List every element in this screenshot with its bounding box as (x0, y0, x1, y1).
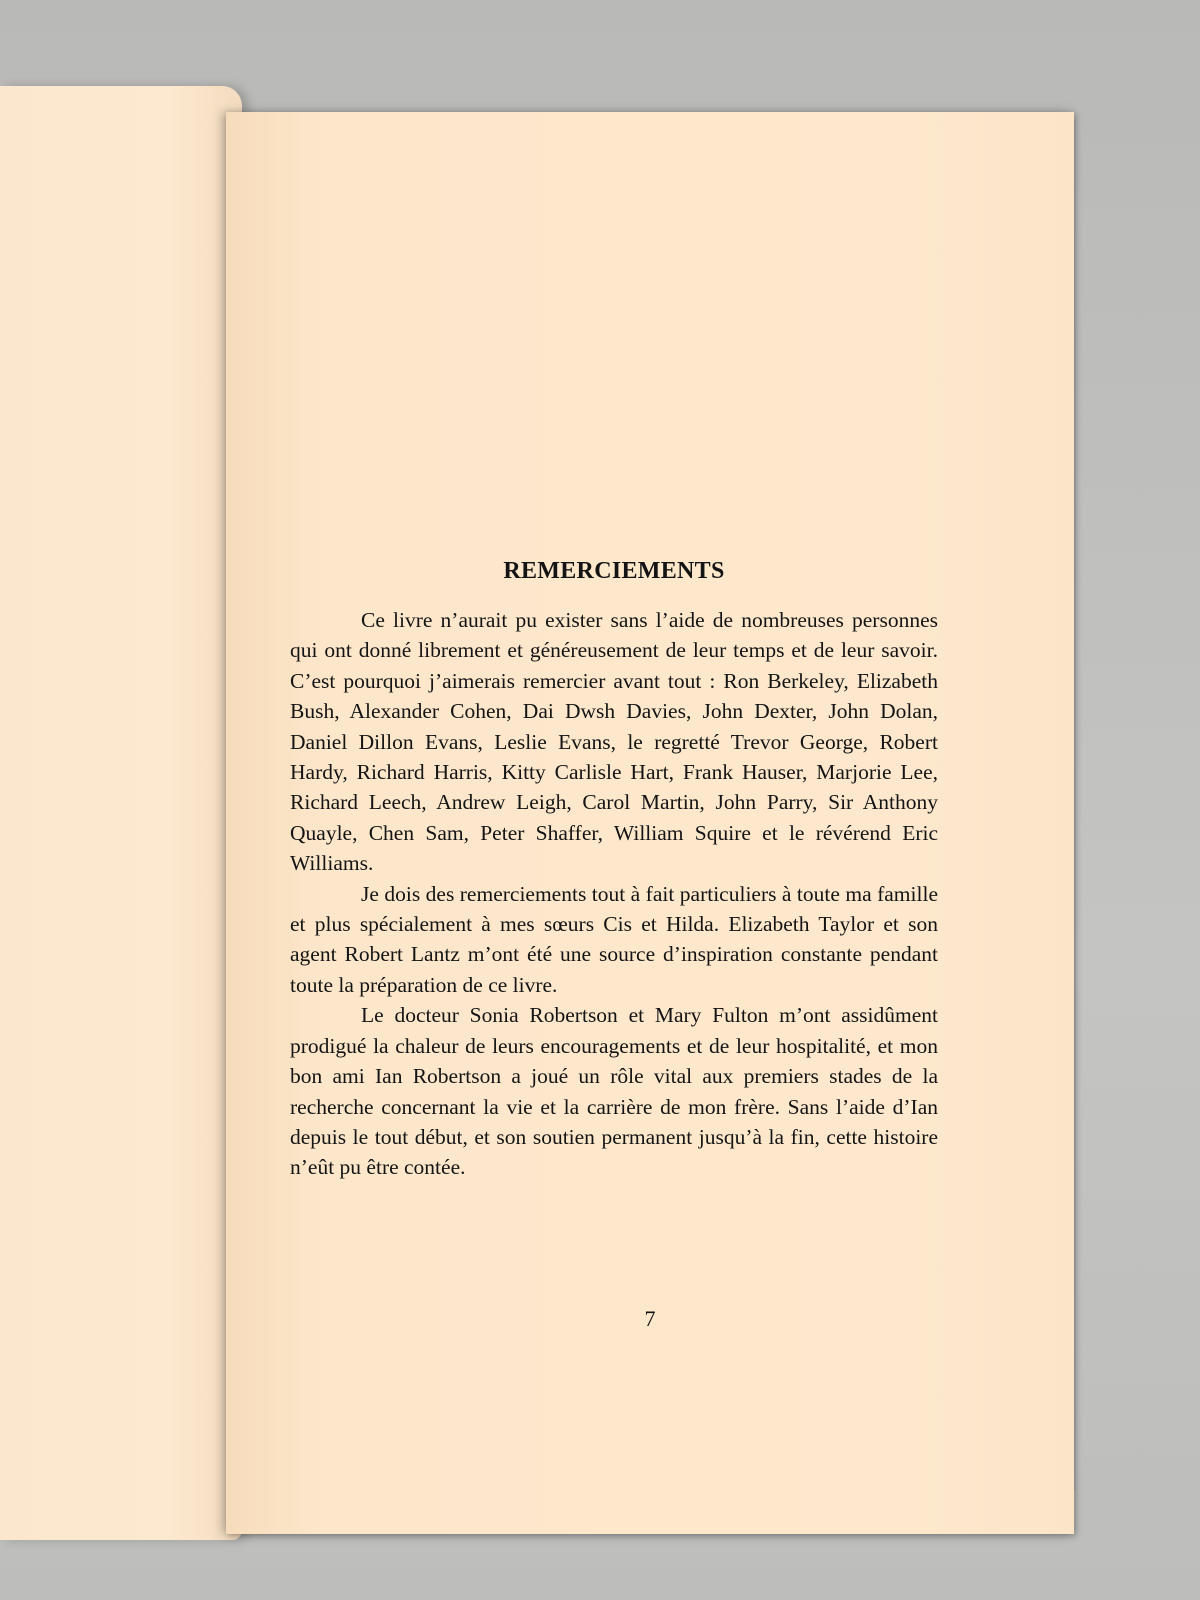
right-page (226, 112, 1074, 1534)
paragraph: Le docteur Sonia Robertson et Mary Fulton m’ont assidûment prodigué la chaleur de leurs encouragements et de leur hospitalité, et mon bon ami Ian Robertson a joué un rôle vital aux premiers stades de la recherche concernant la vie et la carrière de mon frère. Sans l’aide d’Ian depuis le tout début, et son soutien permanent jusqu’à la fin, cette histoire n’eût pu être contée. (290, 1003, 938, 1180)
page-number: 7 (644, 1306, 656, 1331)
paragraph: Ce livre n’aurait pu exister sans l’aide de nombreuses personnes qui ont donné librement et généreusement de leur temps et de leur savoir. C’est pourquoi j’aimerais remercier avant tout : Ron Berkeley, Elizabeth Bush, Alexander Cohen, Dai Dwsh Davies, John Dexter, John Dolan, Daniel Dillon Evans, Leslie Evans, le regretté Trevor George, Robert Hardy, Richard Harris, Kitty Carlisle Hart, Frank Hauser, Marjorie Lee, Richard Leech, Andrew Leigh, Carol Martin, John Parry, Sir Anthony Quayle, Chen Sam, Peter Shaffer, William Squire et le révérend Eric Williams. (290, 608, 938, 876)
page-text-block (290, 558, 938, 1183)
page-title: REMERCIEMENTS (503, 558, 725, 584)
paragraph: Je dois des remerciements tout à fait particuliers à toute ma famille et plus spécialement à mes sœurs Cis et Hilda. Elizabeth Taylor et son agent Robert Lantz m’ont été une source d’inspiration constante pendant toute la préparation de ce livre. (290, 881, 938, 997)
left-page (0, 86, 242, 1540)
